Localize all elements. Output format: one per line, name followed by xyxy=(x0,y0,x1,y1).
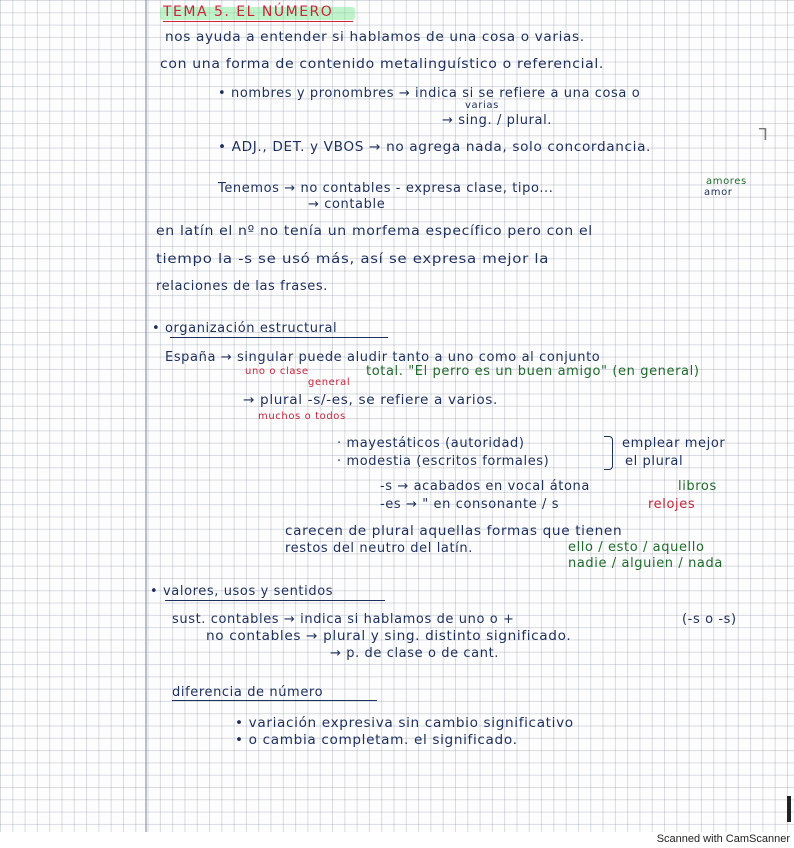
valores-contables: sust. contables → indica si hablamos de uno o + xyxy=(172,612,515,627)
relojes-example: relojes xyxy=(648,497,696,512)
tenemos-line-2: → contable xyxy=(308,197,386,212)
page-edge-mark xyxy=(787,796,791,822)
libros-example: libros xyxy=(678,479,717,494)
intro-line-2: con una forma de contenido metalinguístico o referencial. xyxy=(160,57,605,72)
bullet-adj: • ADJ., DET. y VBOS → no agrega nada, solo concordancia. xyxy=(218,140,652,155)
latin-line-1: en latín el nº no tenía un morfema específico pero con el xyxy=(156,224,593,239)
margin-line xyxy=(145,0,147,832)
nadie-alguien-nada: nadie / alguien / nada xyxy=(568,556,723,571)
bullet-nombres: • nombres y pronombres → indica si se refiere a una cosa o xyxy=(218,86,641,101)
intro-line-1: nos ayuda a entender si hablamos de una cosa o varias. xyxy=(165,30,585,45)
section-organizacion: • organización estructural xyxy=(152,321,338,336)
bullet-nombres-cont: varias xyxy=(465,100,499,111)
diferencia-item-2: • o cambia completam. el significado. xyxy=(235,733,518,748)
section-valores-underline xyxy=(165,600,385,601)
uno-o-clase-note: uno o clase xyxy=(245,366,309,377)
valores-contables-end: (-s o -s) xyxy=(682,612,737,627)
muchos-o-todos-note: muchos o todos xyxy=(258,411,346,422)
ello-esto-aquello: ello / esto / aquello xyxy=(568,540,705,555)
emplear-mejor: emplear mejor xyxy=(622,436,726,451)
page-title: TEMA 5. EL NÚMERO xyxy=(163,4,334,20)
title-underline xyxy=(163,21,353,22)
espana-total: total. "El perro es un buen amigo" (en general) xyxy=(366,364,700,379)
section-organizacion-underline xyxy=(170,337,388,338)
corner-mark: ᒣ xyxy=(758,125,768,144)
latin-line-3: relaciones de las frases. xyxy=(156,279,328,294)
mayestaticos: · mayestáticos (autoridad) xyxy=(337,436,525,451)
scanner-watermark: Scanned with CamScanner xyxy=(656,833,790,845)
bullet-sing-plural: → sing. / plural. xyxy=(442,113,553,128)
valores-clase: → p. de clase o de cant. xyxy=(330,646,500,661)
el-plural: el plural xyxy=(625,454,684,469)
valores-no-contables: no contables → plural y sing. distinto significado. xyxy=(206,629,572,644)
espana-singular: España → singular puede aludir tanto a uno como al conjunto xyxy=(165,350,601,365)
diferencia-item-1: • variación expresiva sin cambio significativo xyxy=(235,716,574,731)
general-note: general xyxy=(308,377,351,388)
latin-line-2: tiempo la -s se usó más, así se expresa mejor la xyxy=(156,252,550,267)
amor-note: amor xyxy=(704,187,733,198)
brace xyxy=(604,436,613,470)
section-valores: • valores, usos y sentidos xyxy=(150,584,334,599)
carecen-line-2: restos del neutro del latín. xyxy=(285,541,473,556)
amores-note: amores xyxy=(706,176,747,187)
modestia: · modestia (escritos formales) xyxy=(337,454,550,469)
carecen-line-1: carecen de plural aquellas formas que tienen xyxy=(285,524,623,539)
espana-plural: → plural -s/-es, se refiere a varios. xyxy=(243,393,499,408)
es-rule: -es → " en consonante / s xyxy=(380,497,560,512)
tenemos-line-1: Tenemos → no contables - expresa clase, tipo... xyxy=(218,181,554,196)
diferencia-heading: diferencia de número xyxy=(172,685,324,700)
diferencia-underline xyxy=(172,700,377,701)
s-rule: -s → acabados en vocal átona xyxy=(380,479,590,494)
